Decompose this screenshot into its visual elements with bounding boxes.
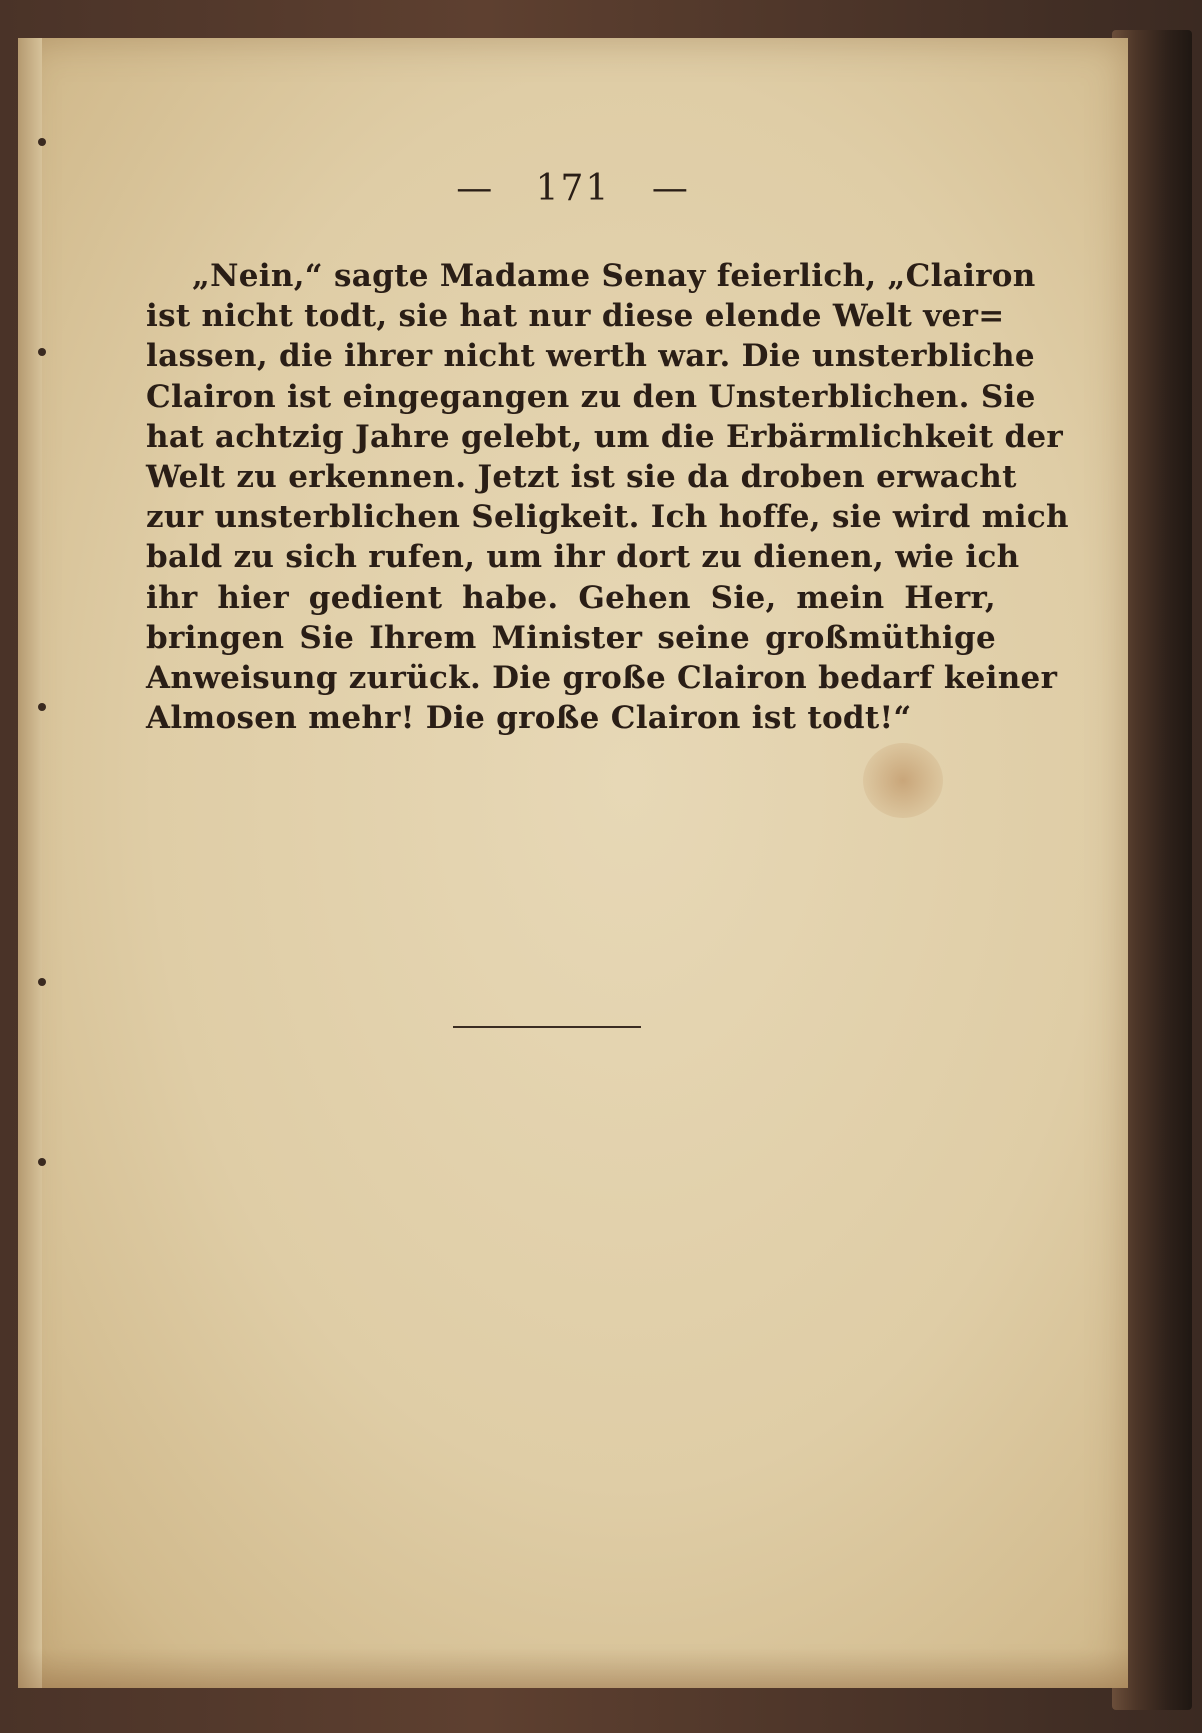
header-dash-right: — (651, 168, 690, 209)
header-dash-left: — (456, 168, 495, 209)
text-line: ihr hier gedient habe. Gehen Sie, mein Herr, (146, 579, 996, 616)
text-line: Anweisung zurück. Die große Clairon bedarf keiner (146, 660, 1058, 697)
text-line: bringen Sie Ihrem Minister seine großmüthige (146, 619, 996, 656)
text-line: ist nicht todt, sie hat nur diese elende Welt ver= (146, 298, 1005, 335)
body-paragraph (146, 256, 1069, 738)
text-line: bald zu sich rufen, um ihr dort zu dienen, wie ich (146, 539, 1020, 576)
binding-stitch (38, 1158, 46, 1166)
page-gutter (18, 38, 42, 1688)
text-line: Almosen mehr! Die große Clairon ist todt!“ (146, 700, 912, 737)
page-header (18, 168, 1128, 209)
binding-stitch (38, 978, 46, 986)
text-line: Welt zu erkennen. Jetzt ist sie da droben erwacht (146, 459, 1017, 496)
binding-stitch (38, 138, 46, 146)
binding-stitch (38, 348, 46, 356)
text-line: hat achtzig Jahre gelebt, um die Erbärmlichkeit der (146, 418, 1064, 455)
book-page (18, 38, 1128, 1688)
paper-stain (863, 743, 943, 818)
text-line: Clairon ist eingegangen zu den Unsterblichen. Sie (146, 378, 1036, 415)
binding-stitch (38, 703, 46, 711)
page-bottom-shadow (18, 1648, 1128, 1688)
end-rule-divider (453, 1026, 641, 1028)
text-line: zur unsterblichen Seligkeit. Ich hoffe, sie wird mich (146, 499, 1069, 536)
page-number: 171 (535, 168, 611, 209)
text-line: „Nein,“ sagte Madame Senay feierlich, „Clairon (192, 258, 1036, 294)
text-line: lassen, die ihrer nicht werth war. Die unsterbliche (146, 338, 1035, 375)
